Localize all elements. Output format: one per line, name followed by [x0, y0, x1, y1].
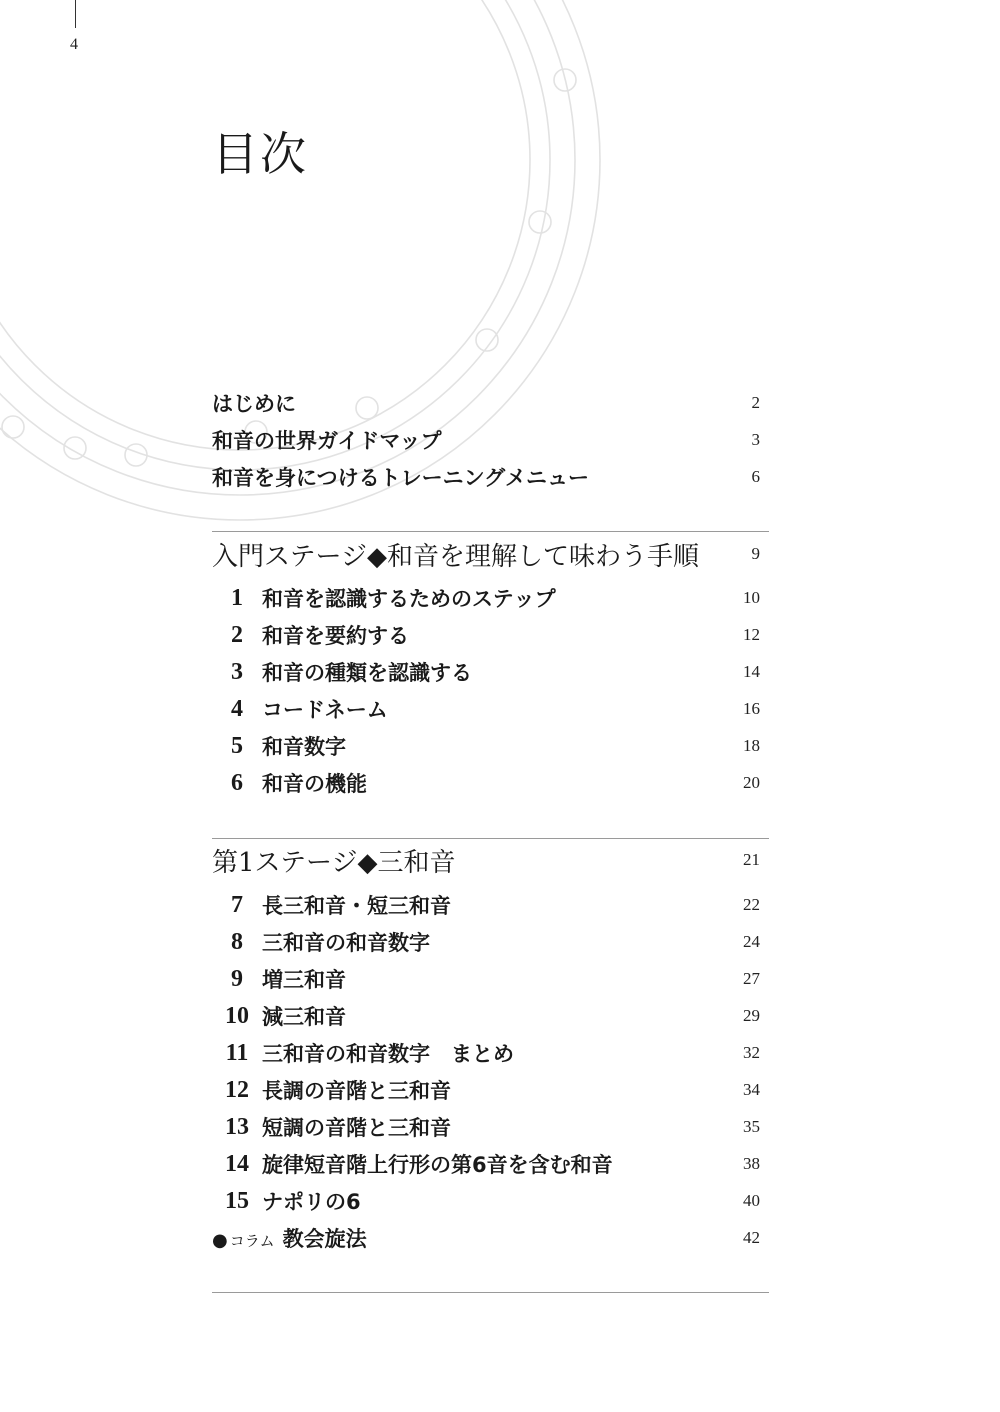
- toc-entry-page: 12: [743, 625, 760, 644]
- toc-entry-label: 旋律短音階上行形の第6音を含む和音: [262, 1153, 613, 1177]
- toc-entry[interactable]: [212, 924, 760, 960]
- toc-entry-number: 4: [231, 695, 243, 722]
- toc-entry-label: 教会旋法: [282, 1227, 367, 1251]
- toc-entry-page: 22: [743, 895, 760, 914]
- toc-entry[interactable]: [212, 728, 760, 764]
- toc-entry-page: 34: [743, 1080, 760, 1099]
- toc-entry-front[interactable]: [212, 459, 760, 495]
- toc-entry-page: 16: [743, 699, 760, 718]
- page-header-rule: [75, 0, 76, 28]
- toc-entry[interactable]: [212, 1035, 760, 1071]
- toc-entry-page: 38: [743, 1154, 760, 1173]
- toc-entry-label: はじめに: [212, 392, 296, 416]
- toc-entry[interactable]: [212, 1072, 760, 1108]
- toc-entry-label: 和音を身につけるトレーニングメニュー: [212, 466, 589, 490]
- toc-entry-page: 6: [751, 467, 760, 486]
- toc-entry-label: 短調の音階と三和音: [262, 1116, 451, 1140]
- toc-entry-number: 8: [231, 928, 243, 955]
- stage-page: 9: [751, 544, 760, 563]
- section-divider: [212, 1292, 769, 1293]
- toc-entry[interactable]: [212, 1109, 760, 1145]
- toc-entry-page: 10: [743, 588, 760, 607]
- stage-heading-1[interactable]: [212, 838, 760, 882]
- toc-entry-number: 1: [231, 584, 243, 611]
- toc-entry-number: 5: [231, 732, 243, 759]
- toc-entry-page: 35: [743, 1117, 760, 1136]
- toc-entry-label: 減三和音: [262, 1005, 346, 1029]
- toc-entry-number: 6: [231, 769, 243, 796]
- column-bullet-icon: ●: [212, 1230, 228, 1251]
- toc-entry-label: 増三和音: [262, 968, 346, 992]
- toc-entry-label: 和音の種類を認識する: [262, 661, 472, 685]
- toc-entry-label: 和音を要約する: [262, 624, 409, 648]
- toc-entry-label: 和音数字: [262, 735, 346, 759]
- toc-entry-page: 18: [743, 736, 760, 755]
- toc-entry-number: 13: [225, 1113, 249, 1140]
- toc-entry-page: 42: [743, 1228, 760, 1247]
- toc-entry-number: 9: [231, 965, 243, 992]
- toc-entry[interactable]: [212, 691, 760, 727]
- toc-entry-front[interactable]: [212, 385, 760, 421]
- column-prefix: コラム: [229, 1232, 275, 1250]
- toc-entry[interactable]: [212, 765, 760, 801]
- stage-page: 21: [743, 850, 760, 869]
- toc-entry[interactable]: [212, 1183, 760, 1219]
- toc-entry-page: 14: [743, 662, 760, 681]
- toc-entry-label: コードネーム: [262, 698, 388, 722]
- toc-entry-page: 20: [743, 773, 760, 792]
- toc-entry-page: 27: [743, 969, 760, 988]
- toc-entry-number: 3: [231, 658, 243, 685]
- stage-title: 第1ステージ◆三和音: [212, 847, 456, 878]
- page-number: 4: [70, 36, 78, 53]
- toc-entry[interactable]: [212, 654, 760, 690]
- toc-entry-number: 2: [231, 621, 243, 648]
- toc-entry[interactable]: [212, 887, 760, 923]
- toc-entry[interactable]: [212, 961, 760, 997]
- toc-entry-label: 長三和音・短三和音: [262, 894, 451, 918]
- toc-entry-label: 和音を認識するためのステップ: [262, 587, 556, 611]
- toc-entry-number: 14: [225, 1150, 249, 1177]
- toc-entry-label: 三和音の和音数字: [262, 931, 430, 955]
- toc-entry-label: ナポリの6: [262, 1190, 361, 1214]
- toc-entry-label: 三和音の和音数字 まとめ: [262, 1042, 514, 1066]
- toc-entry[interactable]: [212, 617, 760, 653]
- toc-entry-number: 12: [225, 1076, 249, 1103]
- toc-entry-front[interactable]: [212, 422, 760, 458]
- toc-entry-column[interactable]: [212, 1220, 760, 1256]
- toc-entry-number: 10: [225, 1002, 249, 1029]
- toc-entry-page: 32: [743, 1043, 760, 1062]
- toc-entry-page: 29: [743, 1006, 760, 1025]
- toc-entry-label: 長調の音階と三和音: [262, 1079, 451, 1103]
- toc-entry[interactable]: [212, 1146, 760, 1182]
- toc-entry-number: 7: [231, 891, 243, 918]
- toc-entry[interactable]: [212, 580, 760, 616]
- toc-entry-label: 和音の世界ガイドマップ: [212, 429, 442, 453]
- toc-entry[interactable]: [212, 998, 760, 1034]
- toc-entry-number: 11: [225, 1039, 249, 1066]
- toc-entry-page: 2: [751, 393, 760, 412]
- toc-entry-page: 40: [743, 1191, 760, 1210]
- page-title: 目次: [212, 127, 308, 181]
- toc-entry-label: 和音の機能: [262, 772, 367, 796]
- toc-entry-page: 3: [751, 430, 760, 449]
- toc-entry-number: 15: [225, 1187, 249, 1214]
- toc-entry-page: 24: [743, 932, 760, 951]
- stage-heading-intro[interactable]: [212, 532, 760, 576]
- toc-column-label-wrap: [212, 1223, 743, 1253]
- stage-title: 入門ステージ◆和音を理解して味わう手順: [212, 541, 699, 572]
